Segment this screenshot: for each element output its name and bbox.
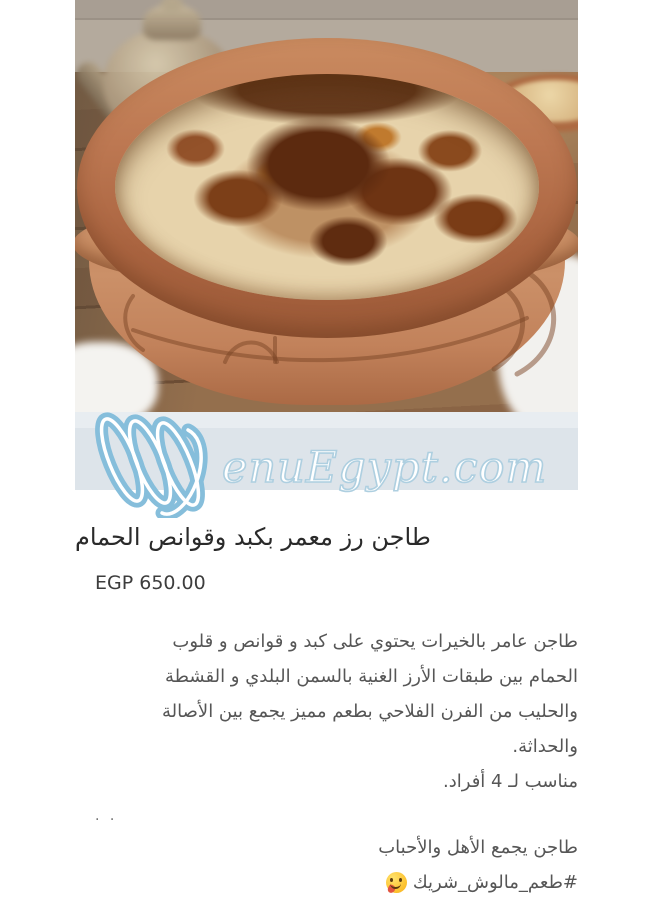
description-line: الحمام بين طبقات الأرز الغنية بالسمن البلدي و القشطة (165, 666, 578, 687)
item-title: طاجن رز معمر بكبد وقوانص الحمام (75, 523, 431, 551)
watermark-site-text: enuEgypt.com (222, 443, 548, 493)
footer-hashtag-line (72, 869, 578, 897)
description-line: طاجن عامر بالخيرات يحتوي على كبد و قوانص و قلوب (172, 631, 578, 652)
baked-rice-crust (115, 74, 539, 300)
face-savoring-food-emoji (386, 872, 407, 893)
description-line: والحداثة. (512, 736, 578, 757)
hashtag-text: #طعم_مالوش_شريك (412, 872, 578, 893)
item-price: EGP 650.00 (95, 572, 206, 594)
description-line: مناسب لـ 4 أفراد. (443, 771, 578, 792)
separator-dots: . . (95, 808, 118, 824)
dish-photo (75, 0, 578, 412)
description-line: والحليب من الفرن الفلاحي بطعم مميز يجمع بين الأصالة (162, 701, 578, 722)
footer-tagline: طاجن يجمع الأهل والأحباب (378, 837, 578, 858)
menuegypt-m-logo-icon (92, 404, 222, 518)
item-description (72, 624, 578, 799)
emoji-tongue (387, 884, 397, 894)
